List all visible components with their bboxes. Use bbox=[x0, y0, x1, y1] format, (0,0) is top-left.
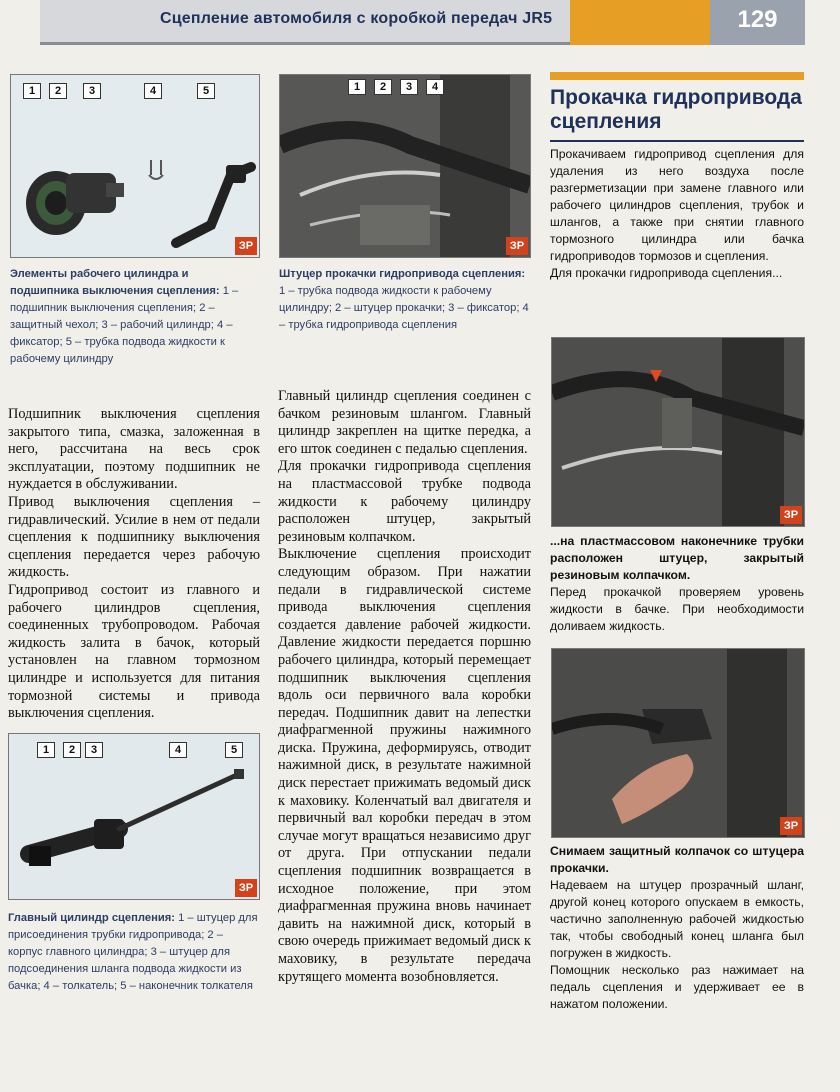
paragraph: Выключение сцепления происходит следующим образом. При нажатии педали в гидравлической системе привода выключения сцепления создается давление рабочей жидкости. Давление жидкости передается поршню рабочего цилиндра, который перемещает подшипник выключения сцепления вдоль оси первичного вала коробки передач. Подшипник давит на лепестки диафрагменной пружины нажимного диска. Пружина, деформируясь, отводит нажимной диск, в результате нажимной диск перестает прижимать ведомый диск к маховику. Коленчатый вал двигателя и первичный вал коробки передач в этом случае могут вращаться независимо друг от друга. При отпускании педали сцепления подшипник возвращается в исходное положение, при этом диафрагменная пружина вновь начинает давить на нажимной диск, который в свою очередь прижимает ведомый диск к маховику, в результате передача крутящего момента возобновляется. bbox=[278, 546, 531, 985]
plastic-tip-illustration bbox=[552, 338, 804, 526]
photo-caption: ...на пластмассовом наконечнике трубки расположен штуцер, закрытый резиновым колпачком. bbox=[550, 534, 804, 582]
callout-2: 2 bbox=[49, 83, 67, 99]
removing-cap-illustration bbox=[552, 649, 804, 837]
section-heading: Прокачка гидропривода сцепления bbox=[550, 86, 802, 133]
master-cylinder-illustration bbox=[9, 734, 259, 899]
callout-3: 3 bbox=[400, 79, 418, 95]
callout-3: 3 bbox=[85, 742, 103, 758]
right-text-after-photo4 bbox=[550, 533, 804, 635]
callout-2: 2 bbox=[374, 79, 392, 95]
paragraph: Для прокачки гидропривода сцепления... bbox=[550, 266, 783, 280]
photo-removing-cap bbox=[551, 648, 805, 838]
publisher-badge: ЗР bbox=[780, 506, 802, 524]
caption-lead: Элементы рабочего цилиндра и подшипника выключения сцепления: bbox=[10, 268, 220, 297]
right-text-after-photo5 bbox=[550, 843, 804, 1013]
callout-1: 1 bbox=[23, 83, 41, 99]
caption-text: 1 – подшипник выключения сцепления; 2 – защитный чехол; 3 – рабочий цилиндр; 4 – фиксатор; 5 – трубка подвода жидкости к рабочему цилиндру bbox=[10, 285, 239, 365]
publisher-badge: ЗР bbox=[235, 237, 257, 255]
bleed-fitting-illustration bbox=[280, 75, 530, 257]
slave-cylinder-illustration bbox=[11, 75, 259, 257]
photo-master-cylinder bbox=[8, 733, 260, 900]
paragraph: Перед прокачкой проверяем уровень жидкости в бачке. При необходимости доливаем жидкость. bbox=[550, 585, 804, 633]
publisher-badge: ЗР bbox=[780, 817, 802, 835]
section-bleeding bbox=[550, 72, 804, 142]
photo-plastic-tip-fitting bbox=[551, 337, 805, 527]
publisher-badge: ЗР bbox=[506, 237, 528, 255]
paragraph: Помощник несколько раз нажимает на педаль сцепления и удерживает ее в нажатом положении. bbox=[550, 963, 804, 1011]
caption-master-cylinder bbox=[8, 910, 260, 995]
paragraph: Прокачиваем гидропривод сцепления для удаления из него воздуха после разгерметизации при замене главного или рабочего цилиндров сцепления, трубок и шлангов, а также при снятии главного тормозного цилиндра или бачка гидроприводов тормозов и сцепления. bbox=[550, 147, 804, 263]
caption-bleed-fitting bbox=[279, 266, 531, 334]
callout-3: 3 bbox=[83, 83, 101, 99]
paragraph: Главный цилиндр сцепления соединен с бачком резиновым шлангом. Главный цилиндр закреплен на щитке передка, а его шток соединен с педалью сцепления. bbox=[278, 388, 531, 457]
middle-column-text bbox=[278, 388, 531, 986]
caption-text: 1 – штуцер для присоединения трубки гидропривода; 2 – корпус главного цилиндра; 3 – штуцер для подсоединения шланга подвода жидкости из бачка; 4 – толкатель; 5 – наконечник толкателя bbox=[8, 912, 258, 992]
caption-text: 1 – трубка подвода жидкости к рабочему цилиндру; 2 – штуцер прокачки; 3 – фиксатор; 4 – трубка гидропривода сцепления bbox=[279, 285, 529, 331]
chapter-title: Сцепление автомобиля с коробкой передач JR5 bbox=[160, 10, 553, 27]
page-header bbox=[0, 0, 840, 45]
header-accent bbox=[570, 0, 710, 45]
section-underline bbox=[550, 140, 804, 142]
callout-4: 4 bbox=[144, 83, 162, 99]
paragraph: Для прокачки гидропривода сцепления на пластмассовой трубке подвода жидкости к рабочему цилиндру расположен штуцер, закрытый резиновым колпачком. bbox=[278, 458, 531, 545]
right-intro-text bbox=[550, 146, 804, 282]
photo-bleed-fitting bbox=[279, 74, 531, 258]
left-column-text bbox=[8, 406, 260, 723]
photo-caption: Снимаем защитный колпачок со штуцера прокачки. bbox=[550, 844, 804, 875]
callout-2: 2 bbox=[63, 742, 81, 758]
photo-slave-cylinder-parts bbox=[10, 74, 260, 258]
callout-5: 5 bbox=[225, 742, 243, 758]
paragraph: Подшипник выключения сцепления закрытого типа, смазка, заложенная в него, рассчитана на весь срок эксплуатации, поэтому подшипник не нуждается в обслуживании. bbox=[8, 406, 260, 493]
callout-4: 4 bbox=[169, 742, 187, 758]
callout-1: 1 bbox=[37, 742, 55, 758]
callout-1: 1 bbox=[348, 79, 366, 95]
paragraph: Надеваем на штуцер прозрачный шланг, другой конец которого опускаем в емкость, частично заполненную рабочей жидкостью так, чтобы свободный конец шланга был погружен в жидкость. bbox=[550, 878, 804, 960]
paragraph: Привод выключения сцепления – гидравлический. Усилие в нем от педали сцепления к подшипнику выключения сцепления передается через рабочую жидкость. bbox=[8, 493, 260, 581]
page-number: 129 bbox=[737, 6, 778, 33]
paragraph: Гидропривод состоит из главного и рабочего цилиндров сцепления, соединенных трубопроводом. Рабочая жидкость залита в бачок, который установлен на главном тормозном цилиндре и используется для питания тормозной системы и привода выключения сцепления. bbox=[8, 581, 260, 722]
callout-5: 5 bbox=[197, 83, 215, 99]
publisher-badge: ЗР bbox=[235, 879, 257, 897]
section-rule bbox=[550, 72, 804, 80]
page-number-box bbox=[710, 0, 805, 45]
caption-lead: Штуцер прокачки гидропривода сцепления: bbox=[279, 268, 526, 280]
caption-lead: Главный цилиндр сцепления: bbox=[8, 912, 175, 924]
caption-slave-cylinder bbox=[10, 266, 260, 368]
callout-4: 4 bbox=[426, 79, 444, 95]
